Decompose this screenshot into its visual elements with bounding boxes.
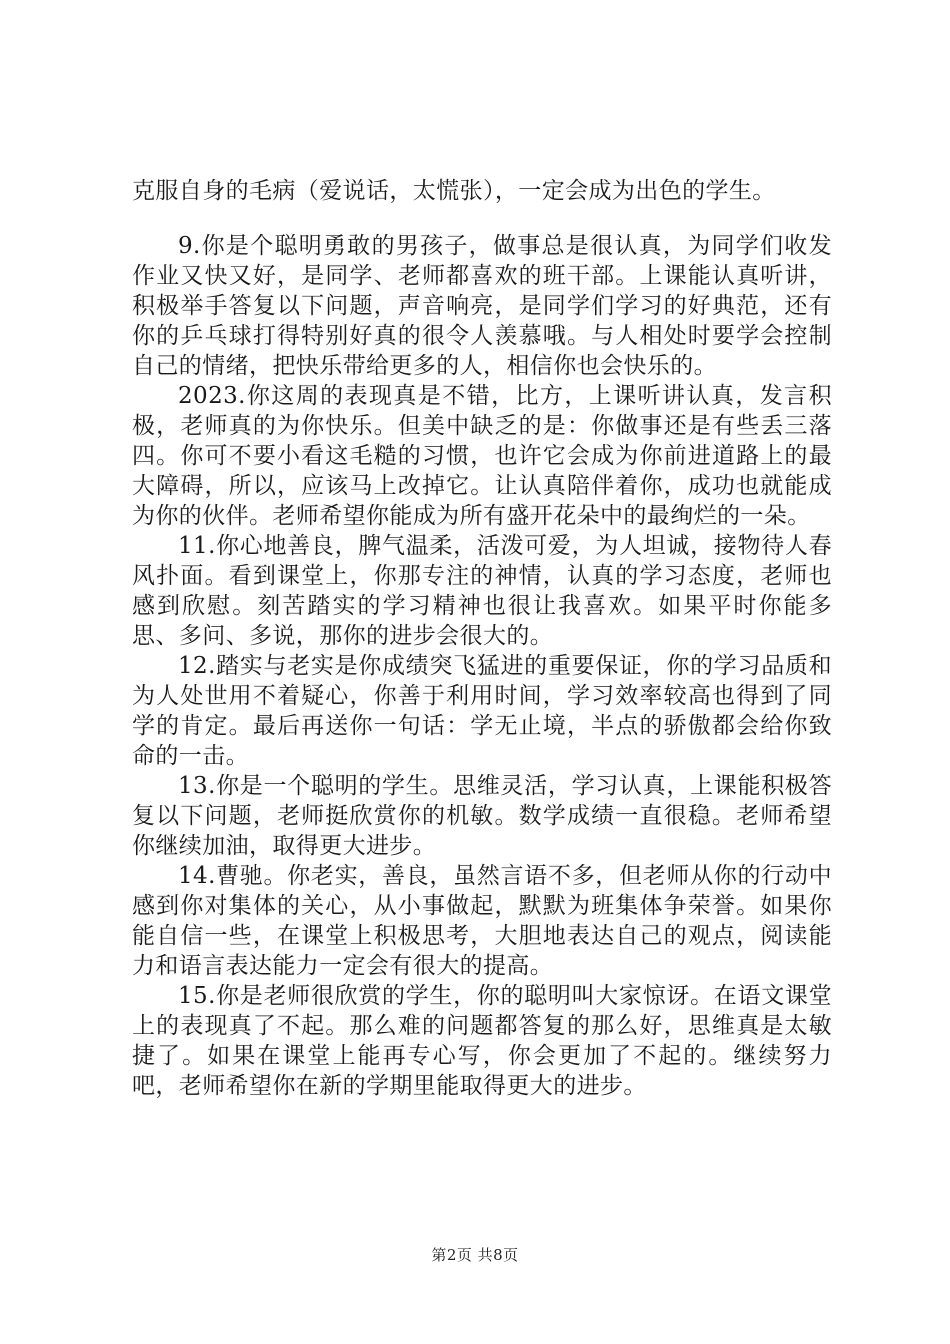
comment-paragraph-15: 15.你是老师很欣赏的学生，你的聪明叫大家惊讶。在语文课堂上的表现真了不起。那么难的问题都答复的那么好，思维真是太敏捷了。如果在课堂上能再专心写，你会更加了不起的。继续努力吧，老师希望你在新的学期里能取得更大的进步。 <box>132 983 832 1099</box>
comment-paragraph-11: 11.你心地善良，脾气温柔，活泼可爱，为人坦诚，接物待人春风扑面。看到课堂上，你那专注的神情，认真的学习态度，老师也感到欣慰。刻苦踏实的学习精神也很让我喜欢。如果平时你能多思、多问、多说，那你的进步会很大的。 <box>132 533 832 649</box>
comment-paragraph-13: 13.你是一个聪明的学生。思维灵活，学习认真，上课能积极答复以下问题，老师挺欣赏你的机敏。数学成绩一直很稳。老师希望你继续加油，取得更大进步。 <box>132 773 832 859</box>
comment-paragraph-9: 9.你是个聪明勇敢的男孩子，做事总是很认真，为同学们收发作业又快又好，是同学、老师都喜欢的班干部。上课能认真听讲，积极举手答复以下问题，声音响亮，是同学们学习的好典范，还有你的乒乓球打得特别好真的很令人羡慕哦。与人相处时要学会控制自己的情绪，把快乐带给更多的人，相信你也会快乐的。 <box>132 233 832 379</box>
page-footer: 第2页 共8页 <box>431 1246 519 1264</box>
comment-paragraph-12: 12.踏实与老实是你成绩突飞猛进的重要保证，你的学习品质和为人处世用不着疑心，你善于利用时间，学习效率较高也得到了同学的肯定。最后再送你一句话：学无止境，半点的骄傲都会给你致命的一击。 <box>132 653 832 769</box>
continued-line: 克服自身的毛病（爱说话，太慌张），一定会成为出色的学生。 <box>132 178 776 204</box>
body-text <box>132 176 832 1101</box>
comment-paragraph-14: 14.曹驰。你老实，善良，虽然言语不多，但老师从你的行动中感到你对集体的关心，从小事做起，默默为班集体争荣誉。如果你能自信一些，在课堂上积极思考，大胆地表达自己的观点，阅读能力和语言表达能力一定会有很大的提高。 <box>132 863 832 979</box>
comment-paragraph-10: 2023.你这周的表现真是不错，比方，上课听讲认真，发言积极，老师真的为你快乐。但美中缺乏的是：你做事还是有些丢三落四。你可不要小看这毛糙的习惯，也许它会成为你前进道路上的最大障碍，所以，应该马上改掉它。让认真陪伴着你，成功也就能成为你的伙伴。老师希望你能成为所有盛开花朵中的最绚烂的一朵。 <box>132 383 832 529</box>
